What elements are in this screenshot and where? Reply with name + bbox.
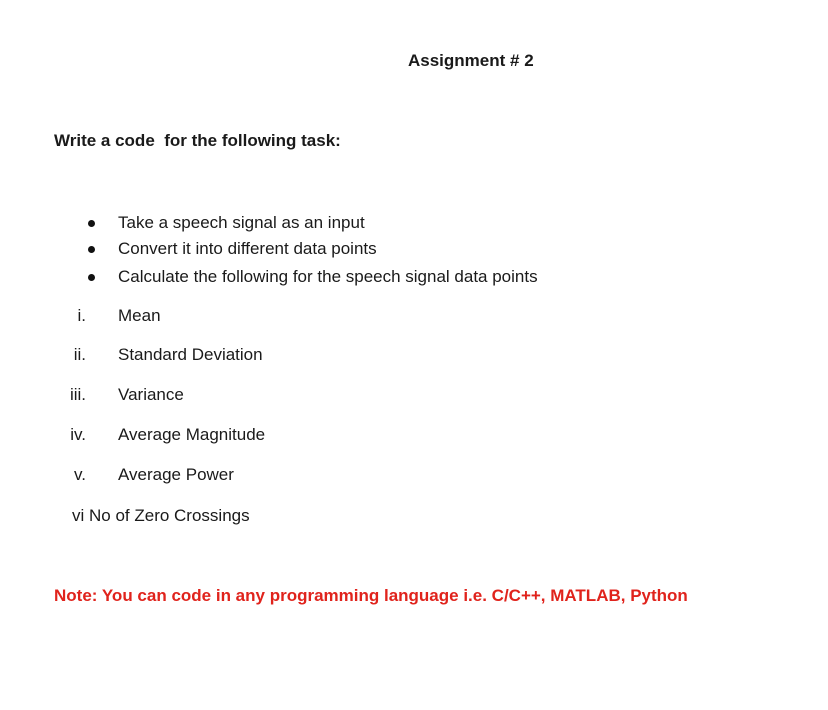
bullet-text: Calculate the following for the speech signal data points [118,267,538,286]
bullet-text: Take a speech signal as an input [118,213,365,232]
bullet-dot-icon [88,246,95,253]
bullet-text: Convert it into different data points [118,239,377,258]
bullet-dot-icon [88,220,95,227]
task-intro: Write a code for the following task: [54,131,341,150]
page-title: Assignment # 2 [408,51,534,70]
item-marker: iv. [70,425,86,444]
last-list-item: vi No of Zero Crossings [72,506,250,525]
item-text: Average Magnitude [118,425,266,444]
item-marker: i. [77,306,86,325]
item-marker: ii. [73,345,86,364]
item-text: Standard Deviation [118,345,263,364]
bullet-dot-icon [88,274,95,281]
note-text: Note: You can code in any programming language i.e. C/C++, MATLAB, Python [54,586,688,605]
item-text: Variance [118,385,184,404]
item-text: Mean [118,306,161,325]
item-text: Average Power [118,465,234,484]
item-marker: iii. [69,385,86,404]
item-marker: v. [74,465,86,484]
